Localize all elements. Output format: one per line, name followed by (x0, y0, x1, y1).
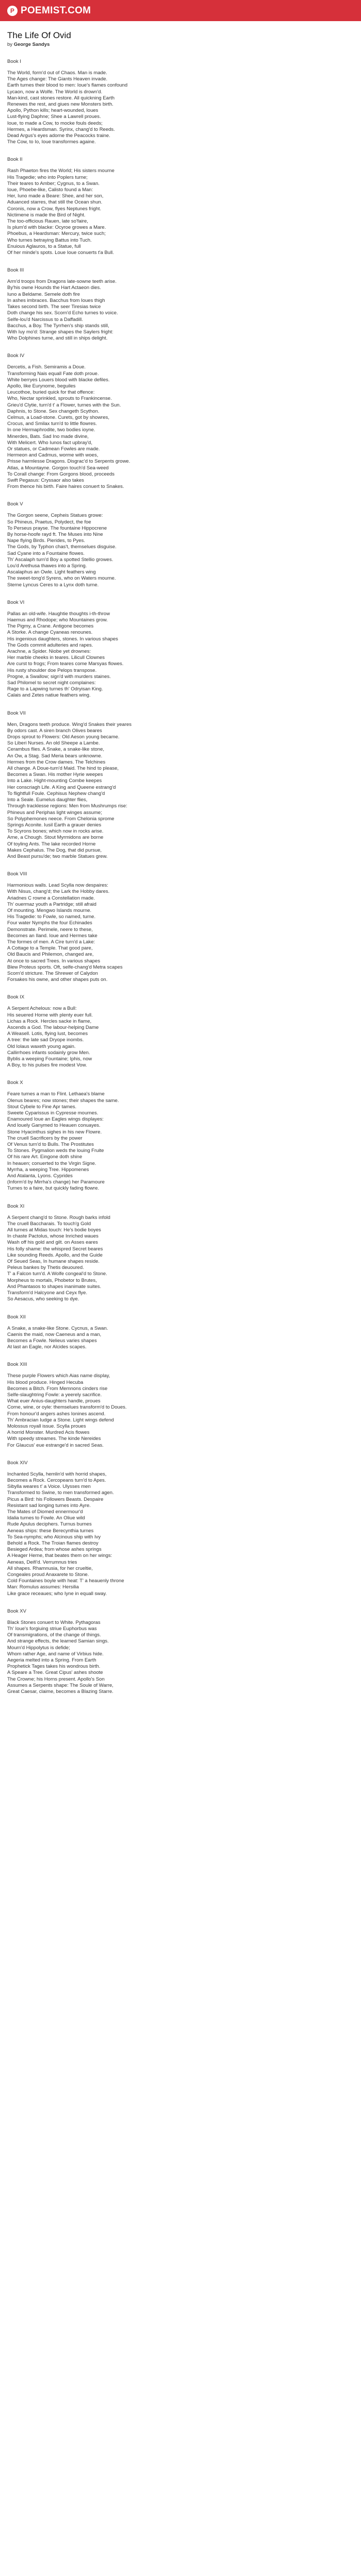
site-logo[interactable] (7, 5, 91, 16)
poem-line: A Speare a Tree. Great Cipus' ashes shoote (7, 1670, 103, 1676)
poem-line: Becomes an Iland. Ioue and Hermes take (7, 933, 97, 939)
poem-line: Inchanted Scylla, hemlin'd with horrid shapes, (7, 1471, 107, 1477)
book-section (7, 600, 354, 699)
book-heading: Book IV (7, 353, 25, 359)
poem-line: Sibylla weares t' a Voice. Ulysses men (7, 1484, 91, 1490)
poem-line: T' a Falcon turn'd. A Wolfe congeal'd to Stone. (7, 1271, 107, 1277)
poem-line: Behold a Rock. The Troian flames destroy (7, 1540, 99, 1546)
poem-line: Of toyling Ants. The lake recorded Horne (7, 841, 96, 847)
poem-line: Rude Apulus deciphers. Turnus burnes (7, 1521, 92, 1528)
poem-line: A Snake, a snake-like Stone. Cycnus, a Swan. (7, 1325, 108, 1331)
logo-text: POEMIST.COM (21, 5, 91, 16)
poem-line: And louely Ganymed to Heauen conuayes. (7, 1123, 101, 1129)
poem-line: Haemus and Rhodope; who Mountaines grow. (7, 617, 108, 623)
poem-line: Her marble cheeks in teares. Lilicull Clownes (7, 655, 105, 661)
poem-line: The cruell Baccharais. To touch'g Gold (7, 1221, 91, 1227)
poem-line: And Beast pursu'de; two marble Statues grew. (7, 853, 108, 859)
book-heading: Book V (7, 501, 23, 507)
book-heading: Book XII (7, 1314, 26, 1320)
book-heading: Book XIII (7, 1362, 27, 1368)
poem-line: Sad Cyane into a Fountaine flowes. (7, 550, 85, 556)
poem-line: A Storke. A change Cyaneas renounes. (7, 630, 93, 636)
poem-line: A Boy, to his pulses fire modest Vow. (7, 1062, 87, 1069)
poem-line: Prophetick Tages takes his wondrous birth. (7, 1664, 101, 1670)
poem-line: Ariadnes C rowne a Constellation made. (7, 895, 95, 901)
poem-line: Stout Cybele to Fine Apr tames. (7, 1104, 77, 1110)
poem-line: Becomes a Bitch. From Memnons cinders rise (7, 1385, 108, 1392)
poem-line: Becomes a Fowle. Nelieus varies shapes (7, 1337, 97, 1344)
poem-line: Blew Proteus sports. Oft, selfe-chang'd Metra scapes (7, 964, 123, 970)
poem-line: Like grace receaues; who Iyne in equall sway. (7, 1590, 107, 1597)
poem-line: Or statues, or Cadmean Fowles are made. (7, 446, 100, 452)
book-section (7, 157, 354, 256)
poem-line: Is plum'd with blacke: Ocyroe growes a Mare. (7, 225, 106, 231)
poem-line: Arne, a Chough. Stout Myrmidons are borne (7, 835, 104, 841)
poem-line: Calais and Zetes natiue feathers wing. (7, 692, 91, 699)
book-section (7, 1460, 354, 1597)
poem-line: Of Venus turn'd to Bulls. The Prostitutes (7, 1142, 94, 1148)
poem-line: The Ages change: The Giants Heaven invade. (7, 76, 108, 82)
poem-line: In one Hermaphrodite, two bodies ioyne. (7, 427, 95, 433)
poem-title: The Life Of Ovid (7, 30, 71, 40)
poem-line: Celmus, a Load-stone. Curets, got by showres, (7, 414, 110, 420)
poem-line: With Nisus, chang'd; the Lark the Hobby dares. (7, 889, 110, 895)
poem-line: Progne, a Swallow; sign'd with murders staines. (7, 673, 111, 680)
poem-line: Aeneas, Deifi'd. Verrumnus tries (7, 1559, 77, 1565)
poem-line: What euer Anius-daughters handle, proues (7, 1398, 101, 1404)
poem-line: Becomes a Swan. His mother Hyrie weepes (7, 772, 103, 778)
poem-line: Harmonious walls. Lead Scylla now despaires: (7, 883, 108, 889)
poem-line: Who, Nectar sprinkled, sprouts to Frankincense. (7, 396, 112, 402)
poem-line: Transform'd Halcyone and Ceyx flye. (7, 1290, 88, 1296)
book-heading: Book VII (7, 710, 26, 716)
poem-line: To Stones. Pygmalion weds the louing Fruite (7, 1148, 104, 1154)
poem-line: A Heager Herne, that beates them on her wings: (7, 1553, 112, 1559)
poem-line: The Mates of Diomed ennermour'd (7, 1509, 83, 1515)
poem-line: All shapes. Rhamnusia, for her crueltie, (7, 1565, 93, 1571)
poem-line: His ingenious daughters, stones. In various shapes (7, 636, 118, 642)
poem-line: With Melicert. Who Iunos fact upbray'd, (7, 439, 92, 446)
book-heading: Book IX (7, 994, 25, 1001)
poem-line: Forsakes his owne, and other shapes puts on. (7, 977, 108, 983)
poem-line: Transformed to Swine, to men transformed agen. (7, 1490, 114, 1496)
book-section (7, 1080, 354, 1192)
poem-line: Caenis the maid, now Caeneus and a man, (7, 1331, 102, 1337)
poem-line: Daphnis, to Stone. Sex changeth Scython. (7, 408, 100, 414)
poem-line: His seuered Horne with plenty euer full. (7, 1012, 93, 1018)
poem-line: To flightfull Foule. Cephisus Nephew chang'd (7, 790, 105, 796)
poem-line: Of his rare Art. Eingone doth shine (7, 1154, 83, 1160)
poem-line: Man-kind, cast stones restore. All quickning Earth (7, 95, 115, 101)
poem-line: Cold Fountaines boyle with heat: T' a heauenly throne (7, 1578, 124, 1584)
poem-line: The World, form'd out of Chaos. Man is made. (7, 70, 107, 76)
poem-line: To Scyrons bones; which now in rocks arise. (7, 828, 104, 835)
poem-line: Turnes to a faire, but quickly fading flowre. (7, 1185, 100, 1192)
poem-line: Who turnes betraying Battus into Tuch. (7, 237, 92, 243)
poem-line: Dead Argus's eyes adorne the Peacocks traine. (7, 133, 110, 139)
poem-line: Th' Ascalaph turn'd Boy a spotted Stellio growes. (7, 556, 113, 563)
poem-line: Demonstrate. Perimele, neere to these, (7, 926, 93, 933)
book-heading: Book X (7, 1080, 23, 1086)
poem-line: Congeales proud Anaxarete to Stone. (7, 1572, 89, 1578)
poem-line: To Perseus prayse. The fountaine Hippocrene (7, 525, 107, 531)
poem-line: A Cottage to a Temple. That good pare, (7, 945, 93, 952)
poem-line: Callirrhoes infants sodainly grow Men. (7, 1049, 90, 1056)
poem-line: By horse-hoofe rayd ft. The Muses into Nine (7, 531, 103, 537)
poem-line: Like sounding Reeds. Apollo, and the Guide (7, 1252, 103, 1258)
book-section (7, 1362, 354, 1448)
book-section (7, 710, 354, 860)
poem-line: Sterne Lyncus Ceres to a Lynx doth turne. (7, 582, 99, 588)
poem-line: Lou'd Arethusa thawes into a Spring. (7, 563, 87, 569)
poem-line: Assumes a Serpents shape: The Soule of Warre, (7, 1682, 113, 1688)
poem-line: The sweet-tong'd Syrens, who on Waters mourne. (7, 575, 116, 582)
poem-line: From thence his birth. Faire haires conuert to Snakes. (7, 484, 124, 490)
poem-line: Mourn'd Hippolytus is defide; (7, 1645, 70, 1651)
book-heading: Book II (7, 157, 23, 163)
poem-line: Who Dolphines turne, and still in ships delight. (7, 335, 108, 342)
poem-line: In ashes imbraces. Bacchus from Ioues thigh (7, 297, 105, 303)
book-section (7, 994, 354, 1069)
poem-line: Idalia turnes to Fowle. An Oliue wild (7, 1515, 85, 1521)
poem-line: Cerambus flies. A Snake, a snake-like stone, (7, 747, 104, 753)
poem-line: All change. A Doue-turn'd Maid. The hind to please, (7, 766, 119, 772)
poem-line: Hermes from the Crow dames. The Telchines (7, 759, 106, 765)
poem-line: Feare turnes a man to Flint. Lethaea's blame (7, 1091, 105, 1097)
poem-line: Wash off his gold and gilt. on Asses eares (7, 1240, 98, 1246)
book-heading: Book XIV (7, 1460, 28, 1466)
poem-line: Coronis, now a Crow, flyes Neptunes fright. (7, 206, 102, 212)
book-section (7, 267, 354, 342)
poem-line: The Pigmy, a Crane. Antigone becomes (7, 623, 94, 630)
poem-line: At last an Eagle, nor Alcides scapes. (7, 1344, 87, 1350)
book-heading: Book XV (7, 1608, 26, 1614)
poem-line: Nape flying Birds. Pierides, to Pyes. (7, 538, 86, 544)
poem-line: Men, Dragons teeth produce. Wing'd Snakes their yeares (7, 721, 132, 727)
poem-line: Takes second birth. The seer Tiresias twice (7, 304, 101, 310)
poem-line: His Tragedie; who into Poplers turne; (7, 174, 88, 180)
poem-line: Aegeria melted into a Spring. From Earth (7, 1657, 96, 1664)
book-heading: Book VI (7, 599, 25, 605)
poem-line: His folly shame: the whispred Secret beares (7, 1246, 103, 1252)
poem-line: Lust-flying Daphne; Shee a Lawrell proues. (7, 114, 101, 120)
poem-line: Morpheus to mortals, Phobetor to Brutes, (7, 1277, 97, 1283)
poem-line: The Gods, by Typhon chas't, themselues disguise. (7, 544, 117, 550)
poem-line: Through tracklesse regions: Men from Mushrumps rise: (7, 803, 127, 809)
poem-line: At once to sacred Trees. In various shapes (7, 958, 101, 964)
poem-line: Her, Iuno made a Beare: Shee, and her son, (7, 193, 104, 199)
poem-line: All turnes at Midas touch: He's bodie boyes (7, 1227, 101, 1233)
poem-line: Ioue, Phoebe-like, Calisto found a Man: (7, 187, 93, 193)
poem-line: These purple Flowers which Aias name display, (7, 1373, 110, 1379)
poem-line: So Aesacus, who seeking to dye. (7, 1296, 79, 1302)
poem-line: Peleus bankes by Thetis deuoured. (7, 1265, 84, 1271)
poem-line: His rusty shoulder doe Pelops transpose. (7, 667, 97, 673)
poem-line: Four water Nymphs the four Echinades (7, 920, 92, 926)
poem-line: Of her minde's spots. Loue Ioue conuerts t'a Bull. (7, 250, 114, 256)
poem-line: Drops sprout to Flowers: Old Aeson young became. (7, 734, 120, 740)
poem-line: Th' Ioue's forgiuing striue Euphorbus was (7, 1626, 97, 1632)
poem-line: So Phineus, Praetus, Polydect, the foe (7, 519, 91, 525)
poem-line: Lycaon, now a Wolfe. The World is drown'd. (7, 89, 103, 95)
poem-line: By'his owne Hounds the Hart Actaeon dies. (7, 285, 101, 291)
poem-line: To Corall change: From Gorgons blood, proceeds (7, 471, 115, 477)
poem-line: His blood produce. Hinged Hecuba (7, 1379, 84, 1385)
poem-line: Pallas an old-wife. Haughtie thoughts i-th-throw (7, 611, 110, 617)
poem-line: Doth change his sex. Scorn'd Echo turnes to voice. (7, 310, 118, 316)
poem-line: The Gorgon seene, Cepheis Statues growe: (7, 513, 103, 519)
poem-line: The too-officious Rauen, late so'faire, (7, 218, 88, 225)
poem-line: Of mounting. Mengwo Islands mourne. (7, 907, 92, 913)
poem-line: Springs Aconite. Iusil Earth a grauer denies (7, 822, 102, 828)
poem-line: Of transmigrations, of the change of things. (7, 1632, 101, 1638)
poem-line: From honour'd angers ashes Ionines ascend. (7, 1411, 106, 1417)
poem-line: Into a Seale. Eumelus daughter flies, (7, 797, 88, 803)
poem-line: Their teares to Amber; Cygnus, to a Swan. (7, 180, 100, 187)
poem-line: The Gods commit adulteries and rapes. (7, 642, 93, 648)
book-section (7, 1314, 354, 1351)
author-link[interactable]: George Sandys (13, 42, 50, 47)
poem-line: Grieu'd Clytie, turn'd t' a Flower, turnes with the Sun. (7, 402, 121, 408)
poem-line: The Crowne; his Horns present. Apollo's Son (7, 1676, 105, 1682)
poem-line: With Iuy mo'd: Strange shapes the Saylers fright: (7, 329, 113, 335)
poem-line: Olenus beares; now stones; their shapes the same. (7, 1097, 119, 1104)
book-section (7, 353, 354, 490)
poem-line: Th' ouermaz youth a Partridge; still afraid (7, 901, 96, 907)
poem-line: (Inform'd by Mirrha's change) her Paramoure (7, 1179, 105, 1185)
book-section (7, 1608, 354, 1695)
poem-line: Earth turnes their blood to men: Ioue's flames confound (7, 82, 128, 89)
poem-line: Sweete Cyparissus in Cypresse mournes. (7, 1110, 99, 1116)
poem-line: Whom rather Age, and name of Virbius hide. (7, 1651, 104, 1657)
header-bar (0, 0, 361, 21)
poem-line: And Atalanta, Lyons. Cyprides (7, 1173, 73, 1179)
poem-line: Aeneas ships: these Berecynthia turnes (7, 1528, 94, 1534)
poem-line: Atlas, a Mountayne. Gorgon touch'd Sea-weed (7, 465, 109, 471)
poem-line: Bacchus, a Boy. The Tyrrhen's ship stands still, (7, 323, 109, 329)
poem-line: And strange effects, the learned Samian sings. (7, 1638, 109, 1645)
poem-line: Nictimene is made the Bird of Night. (7, 212, 86, 218)
poem-line: So Polyphemones neece. From Chelonia sprome (7, 816, 114, 822)
book-section (7, 501, 354, 588)
poem-line: Her conscriagh Life. A King and Queene estrang'd (7, 784, 116, 790)
book-section (7, 59, 354, 145)
poem-line: Becomes a Rock. Cercopeans turn'd to Apes. (7, 1477, 106, 1483)
poem-line: Ascends a God. The labour-helping Dame (7, 1024, 99, 1030)
poem-line: And Phantasos to shapes inanimate suites. (7, 1283, 102, 1290)
poem-body (7, 59, 354, 1695)
poem-line: Leucothoe, buried quick for that offence: (7, 389, 95, 396)
poem-line: Transforming Nais equall Fate doth proue. (7, 370, 99, 377)
poem-line: Old Iolaus waxeth young again. (7, 1043, 76, 1049)
poem-line: Makes Cephalus. The Dog, that did pursue, (7, 847, 102, 853)
poem-line: Ioue, to made a Cow, to mocke fouls deeds; (7, 120, 103, 126)
book-heading: Book I (7, 59, 21, 64)
poem-line: White berryes Louers blood with blacke defiles. (7, 377, 110, 383)
poem-line: A Serpent Achelous: now a Bull: (7, 1006, 77, 1012)
poem-line: For Glaucus' eue estrange'd in sacred Seas. (7, 1442, 104, 1448)
poem-line: Scorn'd stricture. The Shrewer of Calydon (7, 970, 98, 976)
book-heading: Book VIII (7, 871, 27, 877)
poem-line: A tree: the late sad Dryope inombs. (7, 1037, 84, 1043)
poem-line: Corne, wine, or oyle: themselues transform'd to Doues. (7, 1404, 127, 1411)
poem-line: Byblis a weeping Fountaine; Iphis, now (7, 1056, 92, 1062)
poem-line: Resistant sad longing turnes into Ayre. (7, 1502, 91, 1509)
poem-line: Apollo, Python kills; heart-wounded, loues (7, 108, 99, 114)
poem-line: With speedy streames. The kinde Nereides (7, 1436, 101, 1442)
poem-line: Minerdes, Bats. Sad Ino made divine, (7, 433, 89, 439)
poem-line: Picus a Bird: his Followers Beasts. Despaire (7, 1496, 104, 1502)
poem-line: Hermes, a Heardsman. Syrinx, chang'd to Reeds. (7, 126, 115, 132)
poem-line: Arm'd troops from Dragons late-sowne teeth arise. (7, 279, 117, 285)
poem-line: By odors cast. A siren branch Olives beares (7, 727, 102, 734)
poem-line: Rash Phaeton fires the World; His sisters mourne (7, 168, 114, 174)
poem-line: Swift Pegasus: Cryssaor also takes (7, 477, 84, 483)
poem-line: In heauen; conuerted to the Virgin Signe. (7, 1160, 96, 1166)
poem-line: Man: Romulus assumes: Hersilia (7, 1584, 79, 1590)
poem-line: Sad Philomel to secret night complaines: (7, 680, 96, 686)
poem-line: A horrid Monster. Murdred Acis flowes (7, 1430, 90, 1436)
poem-line: Prisse harmlesse Dragons. Disgrac'd to Serpents growe. (7, 459, 130, 465)
poem-line: Into a Lake. Hight-mounting Combe keepes (7, 778, 102, 784)
poem-line: In chaste Pactolus, whose Inriched waues (7, 1233, 99, 1240)
poem-line: Stone Hyacinthus sighes in his new Flowre. (7, 1129, 102, 1135)
poem-line: Rage to a Lapwing turnes th' Odryisan King. (7, 686, 103, 692)
poem-line: Renewes the rest, and giues new Monsters birth. (7, 101, 113, 108)
poem-line: Myrrha, a weeping Tree. Hippomenes (7, 1166, 89, 1173)
poem-line: Th' Ambracian Iudge a Stone. Light wings defend (7, 1417, 114, 1423)
poem-line: An Ow, a Stag. Sad Meria bears unknowne. (7, 753, 103, 759)
poem-line: Phineus and Periphas light winges assume; (7, 809, 102, 816)
book-heading: Book XI (7, 1203, 25, 1209)
book-heading: Book III (7, 267, 24, 274)
poem-line: Old Baucis and Philemon, changed are, (7, 952, 94, 958)
book-section (7, 871, 354, 983)
poem-line: Selfe-lou'd Narcissus to a Daffadill. (7, 316, 83, 323)
poem-line: Dercetis, a Fish. Semiramis a Doue. (7, 364, 86, 370)
poem-line: Hermeon and Cadmus, worme with woes, (7, 452, 99, 459)
poem-line: Enuious Aglauros, to a Statue, full (7, 243, 81, 249)
poem-line: Selfe-slaughtring Fowle: a yeerely sacrifice. (7, 1392, 102, 1398)
poem-line: Great Caesar, claime, becomes a Blazing Starre. (7, 1689, 113, 1695)
poem-line: To Sea-nymphs; who Alcinous ship with Ivy (7, 1534, 101, 1540)
poem-line: So Liberi Nurses. An old Sheepe a Lambe. (7, 740, 100, 747)
book-section (7, 1204, 354, 1303)
poem-line: Of Seued Seas, In humane shapes reside. (7, 1259, 100, 1265)
poem-line: Besieged Ardea; from whose ashes springs (7, 1547, 102, 1553)
poem-line: Apollo, like Eurynome, beguiles (7, 383, 76, 389)
poem-line: Arachne, a Spider. Niobe yet drownes: (7, 649, 91, 655)
poem-line: Lichas a Rock. Hercles sacke in flame, (7, 1018, 92, 1024)
logo-p-icon: P (7, 6, 18, 16)
poem-line: Crocus, and Smilax turn'd to little flowres. (7, 421, 97, 427)
byline (7, 42, 354, 47)
poem-line: Aduanced starres, that still the Ocean shun. (7, 199, 103, 206)
poem-line: A Serpent chang'd to Stone. Rough barks infold (7, 1214, 110, 1221)
poem-line: Molossus royall issue. Scylla proues (7, 1423, 86, 1429)
poem-line: The Cow, to Io, Ioue transformes againe. (7, 139, 96, 145)
poem-line: Iuno a Beldame. Semele doth fire (7, 291, 80, 297)
poem-line: Ascalaphus an Owle. Light feathers wing (7, 569, 96, 575)
poem-line: Are curst to frogs; From teares come Marsyas flowes. (7, 661, 124, 667)
byline-prefix: by (7, 42, 13, 47)
poem-line: Black Stones conuert to White. Pythagoras (7, 1619, 101, 1625)
poem-line: His Tragedie: to Fowle, so named, turne. (7, 914, 96, 920)
poem-line: A Weasell. Lotis, flying lust, becomes (7, 1031, 88, 1037)
poem-line: Phoebus, a Heardsman: Mercury, twice such; (7, 231, 106, 237)
poem-content (0, 21, 361, 1695)
poem-line: The cruell Sacrificers by the power (7, 1135, 83, 1141)
poem-line: Enamoured Ioue an Eagles wings displayes: (7, 1116, 104, 1123)
poem-line: The formes of men. A Cire turn'd a Lake: (7, 939, 95, 945)
